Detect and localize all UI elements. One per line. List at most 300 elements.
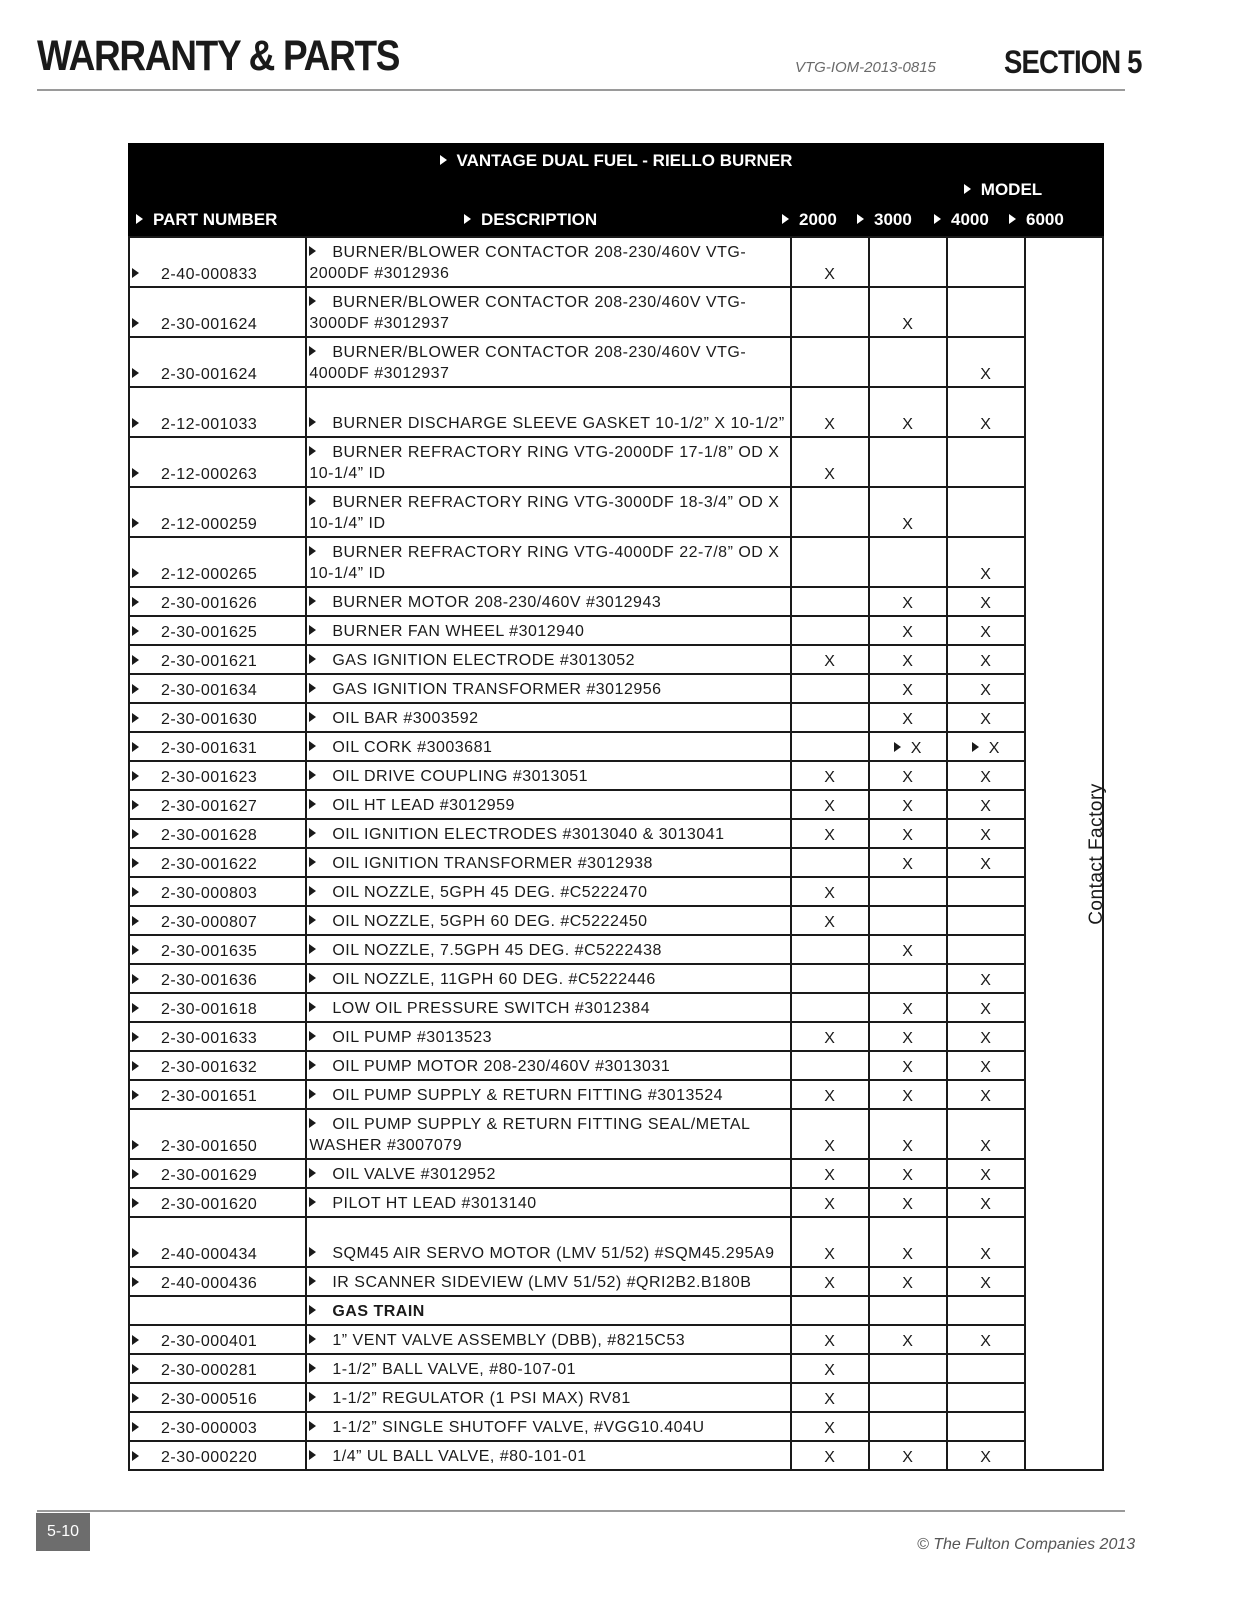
model-3000-cell	[869, 1217, 947, 1267]
model-mark: X	[824, 827, 836, 844]
model-mark: X	[980, 682, 992, 699]
description-cell	[306, 993, 790, 1022]
model-4000-cell	[947, 819, 1025, 848]
table-row	[129, 819, 1103, 848]
model-3000-cell	[869, 1383, 947, 1412]
table-row	[129, 1188, 1103, 1217]
model-mark: X	[902, 1275, 914, 1292]
model-mark: X	[980, 769, 992, 786]
model-4000-cell	[947, 387, 1025, 437]
model-mark: X	[824, 1138, 836, 1155]
description-cell	[306, 537, 790, 587]
part-number-cell	[129, 1051, 306, 1080]
model-4000-cell	[947, 537, 1025, 587]
table-row	[129, 287, 1103, 337]
copyright: © The Fulton Companies 2013	[917, 1536, 1136, 1553]
description-cell	[306, 487, 790, 537]
part-description: IR SCANNER SIDEVIEW (LMV 51/52) #QRI2B2.B180B	[332, 1274, 752, 1291]
model-3000-cell	[869, 1051, 947, 1080]
description-cell	[306, 1080, 790, 1109]
model-4000-cell	[947, 674, 1025, 703]
triangle-icon	[309, 1276, 316, 1286]
model-mark: X	[824, 466, 836, 483]
document-code: VTG-IOM-2013-0815	[795, 59, 936, 76]
model-3000-cell	[869, 1159, 947, 1188]
model-4000-cell	[947, 587, 1025, 616]
part-number: 2-30-001620	[161, 1196, 258, 1213]
part-number: 2-30-001631	[161, 740, 258, 757]
model-3000-cell	[869, 1296, 947, 1325]
part-number-cell	[129, 337, 306, 387]
part-description: BURNER/BLOWER CONTACTOR 208-230/460V VTG-4000DF #3012937	[309, 344, 747, 382]
model-2000-cell	[791, 877, 869, 906]
part-number: 2-30-001630	[161, 711, 258, 728]
triangle-icon	[309, 1392, 316, 1402]
description-cell	[306, 1159, 790, 1188]
model-mark: X	[902, 516, 914, 533]
model-mark: X	[980, 1246, 992, 1263]
model-mark: X	[902, 711, 914, 728]
model-mark: X	[980, 1059, 992, 1076]
part-description: OIL VALVE #3012952	[332, 1166, 496, 1183]
triangle-icon	[132, 887, 139, 897]
triangle-icon	[132, 1277, 139, 1287]
part-number-cell	[129, 645, 306, 674]
part-number: 2-30-001628	[161, 827, 258, 844]
table-row	[129, 337, 1103, 387]
page-number: 5-10	[36, 1513, 90, 1551]
part-number: 2-12-000259	[161, 516, 258, 533]
table-row	[129, 935, 1103, 964]
triangle-icon	[132, 368, 139, 378]
model-3000-cell	[869, 848, 947, 877]
triangle-icon	[309, 346, 316, 356]
model-mark: X	[980, 856, 992, 873]
model-3000-cell	[869, 761, 947, 790]
triangle-icon	[309, 712, 316, 722]
model-mark: X	[980, 798, 992, 815]
model-3000-cell	[869, 237, 947, 287]
description-cell	[306, 732, 790, 761]
model-mark: X	[988, 740, 1000, 757]
part-description: SQM45 AIR SERVO MOTOR (LMV 51/52) #SQM45.295A9	[332, 1245, 775, 1262]
triangle-icon	[132, 1140, 139, 1150]
part-number-cell	[129, 1109, 306, 1159]
parts-rows	[129, 237, 1107, 1470]
model-2000-cell	[791, 337, 869, 387]
model-mark: X	[824, 1030, 836, 1047]
part-number-cell	[129, 703, 306, 732]
table-row	[129, 1296, 1103, 1325]
model-2000-cell	[791, 1159, 869, 1188]
triangle-icon	[132, 1451, 139, 1461]
model-mark: X	[824, 1391, 836, 1408]
triangle-icon	[132, 468, 139, 478]
triangle-icon	[132, 1090, 139, 1100]
part-number: 2-30-001627	[161, 798, 258, 815]
part-number: 2-30-001621	[161, 653, 258, 670]
model-mark: X	[824, 1275, 836, 1292]
model-mark: X	[902, 653, 914, 670]
description-cell	[306, 935, 790, 964]
triangle-icon	[132, 945, 139, 955]
table-row	[129, 877, 1103, 906]
triangle-icon	[309, 770, 316, 780]
description-cell	[306, 674, 790, 703]
model-3000-cell	[869, 1354, 947, 1383]
model-4000-cell	[947, 964, 1025, 993]
part-number-cell	[129, 935, 306, 964]
model-2000-cell	[791, 732, 869, 761]
description-cell	[306, 1267, 790, 1296]
model-3000-cell	[869, 1080, 947, 1109]
part-number-cell	[129, 1354, 306, 1383]
table-row	[129, 537, 1103, 587]
triangle-icon	[309, 915, 316, 925]
part-description: OIL PUMP SUPPLY & RETURN FITTING SEAL/METAL WASHER #3007079	[309, 1116, 750, 1154]
model-mark: X	[980, 1275, 992, 1292]
part-description: BURNER DISCHARGE SLEEVE GASKET 10-1/2” X 10-1/2”	[332, 415, 785, 432]
table-row	[129, 732, 1103, 761]
triangle-icon	[132, 858, 139, 868]
part-number: 2-30-001636	[161, 972, 258, 989]
footer-rule	[37, 1510, 1125, 1512]
part-number-cell	[129, 616, 306, 645]
model-mark: X	[902, 1088, 914, 1105]
table-row	[129, 906, 1103, 935]
model-4000-cell	[947, 848, 1025, 877]
model-3000-cell	[869, 1267, 947, 1296]
part-number-cell	[129, 964, 306, 993]
model-mark: X	[824, 769, 836, 786]
table-row	[129, 761, 1103, 790]
description-cell	[306, 1441, 790, 1470]
model-mark: X	[824, 416, 836, 433]
part-number-cell	[129, 993, 306, 1022]
model-2000-cell	[791, 819, 869, 848]
triangle-icon	[309, 296, 316, 306]
model-mark: X	[824, 1420, 836, 1437]
model-2000-cell	[791, 1267, 869, 1296]
model-2000-cell	[791, 1441, 869, 1470]
part-number: 2-30-001634	[161, 682, 258, 699]
model-mark: X	[902, 416, 914, 433]
table-row	[129, 1051, 1103, 1080]
triangle-icon	[309, 596, 316, 606]
model-3000-cell	[869, 674, 947, 703]
triangle-icon	[309, 654, 316, 664]
part-number-cell	[129, 674, 306, 703]
model-4000-cell	[947, 790, 1025, 819]
triangle-icon	[894, 742, 901, 752]
part-description: OIL PUMP SUPPLY & RETURN FITTING #3013524	[332, 1087, 724, 1104]
description-cell	[306, 1051, 790, 1080]
column-header-4000: 4000	[934, 210, 989, 230]
triangle-icon	[132, 1335, 139, 1345]
part-description: 1-1/2” BALL VALVE, #80-107-01	[332, 1361, 577, 1378]
part-description: OIL PUMP MOTOR 208-230/460V #3013031	[332, 1058, 671, 1075]
triangle-icon	[309, 857, 316, 867]
description-cell	[306, 287, 790, 337]
model-mark: X	[980, 1138, 992, 1155]
part-number: 2-30-001624	[161, 366, 258, 383]
triangle-icon	[132, 742, 139, 752]
part-description: 1-1/2” SINGLE SHUTOFF VALVE, #VGG10.404U	[332, 1419, 705, 1436]
table-row	[129, 1354, 1103, 1383]
triangle-icon	[309, 799, 316, 809]
table-row	[129, 1267, 1103, 1296]
model-4000-cell	[947, 1441, 1025, 1470]
description-cell	[306, 819, 790, 848]
model-3000-cell	[869, 819, 947, 848]
model-3000-cell	[869, 1109, 947, 1159]
model-3000-cell	[869, 732, 947, 761]
triangle-icon	[132, 771, 139, 781]
part-description: GAS IGNITION TRANSFORMER #3012956	[332, 681, 662, 698]
model-mark: X	[980, 1196, 992, 1213]
triangle-icon	[132, 1393, 139, 1403]
model-4000-cell	[947, 935, 1025, 964]
description-cell	[306, 1383, 790, 1412]
triangle-icon	[309, 683, 316, 693]
model-4000-cell	[947, 1217, 1025, 1267]
triangle-icon	[972, 742, 979, 752]
part-description: BURNER/BLOWER CONTACTOR 208-230/460V VTG-3000DF #3012937	[309, 294, 747, 332]
column-header-description: DESCRIPTION	[464, 210, 597, 230]
part-number-cell	[129, 1188, 306, 1217]
triangle-icon	[132, 318, 139, 328]
part-number-cell	[129, 1441, 306, 1470]
part-description: OIL NOZZLE, 7.5GPH 45 DEG. #C5222438	[332, 942, 662, 959]
model-3000-cell	[869, 1188, 947, 1217]
part-description: GAS IGNITION ELECTRODE #3013052	[332, 652, 636, 669]
model-mark: X	[980, 972, 992, 989]
model-4000-cell	[947, 703, 1025, 732]
table-row	[129, 1109, 1103, 1159]
part-number: 2-12-001033	[161, 416, 258, 433]
model-3000-cell	[869, 645, 947, 674]
table-row	[129, 1080, 1103, 1109]
model-3000-cell	[869, 616, 947, 645]
model-3000-cell	[869, 487, 947, 537]
triangle-icon	[309, 417, 316, 427]
description-cell	[306, 337, 790, 387]
model-2000-cell	[791, 993, 869, 1022]
column-header-3000: 3000	[857, 210, 912, 230]
model-mark: X	[902, 798, 914, 815]
triangle-icon	[309, 496, 316, 506]
triangle-icon	[132, 713, 139, 723]
model-4000-cell	[947, 237, 1025, 287]
triangle-icon	[934, 214, 941, 224]
part-number-cell	[129, 1022, 306, 1051]
part-number-cell	[129, 732, 306, 761]
part-number: 2-40-000833	[161, 266, 258, 283]
table-row	[129, 703, 1103, 732]
table-row	[129, 790, 1103, 819]
part-number: 2-30-000803	[161, 885, 258, 902]
model-3000-cell	[869, 1022, 947, 1051]
model-mark: X	[824, 1449, 836, 1466]
part-number-cell	[129, 1267, 306, 1296]
model-mark: X	[902, 1196, 914, 1213]
table-row	[129, 437, 1103, 487]
model-mark: X	[902, 769, 914, 786]
part-number-cell	[129, 1080, 306, 1109]
part-description: OIL NOZZLE, 5GPH 60 DEG. #C5222450	[332, 913, 648, 930]
model-2000-cell	[791, 1188, 869, 1217]
model-mark: X	[902, 624, 914, 641]
description-cell	[306, 1188, 790, 1217]
part-description: OIL HT LEAD #3012959	[332, 797, 515, 814]
model-2000-cell	[791, 1051, 869, 1080]
model-3000-cell	[869, 437, 947, 487]
model-mark: X	[824, 1246, 836, 1263]
model-2000-cell	[791, 1217, 869, 1267]
model-4000-cell	[947, 993, 1025, 1022]
triangle-icon	[309, 828, 316, 838]
model-4000-cell	[947, 1051, 1025, 1080]
model-mark: X	[902, 1167, 914, 1184]
model-mark: X	[980, 1449, 992, 1466]
part-description: OIL IGNITION ELECTRODES #3013040 & 3013041	[332, 826, 725, 843]
model-4000-cell	[947, 645, 1025, 674]
table-row	[129, 1412, 1103, 1441]
part-number-cell	[129, 1159, 306, 1188]
model-mark: X	[902, 1333, 914, 1350]
model-2000-cell	[791, 287, 869, 337]
part-description: GAS TRAIN	[332, 1303, 425, 1320]
model-mark: X	[824, 798, 836, 815]
part-number-cell	[129, 1383, 306, 1412]
description-cell	[306, 616, 790, 645]
triangle-icon	[132, 974, 139, 984]
model-mark: X	[902, 1030, 914, 1047]
triangle-icon	[132, 597, 139, 607]
model-4000-cell	[947, 1354, 1025, 1383]
description-cell	[306, 1217, 790, 1267]
triangle-icon	[132, 518, 139, 528]
part-description: BURNER FAN WHEEL #3012940	[332, 623, 585, 640]
part-description: BURNER MOTOR 208-230/460V #3012943	[332, 594, 662, 611]
model-2000-cell	[791, 1080, 869, 1109]
model-4000-cell	[947, 1412, 1025, 1441]
model-mark: X	[902, 682, 914, 699]
triangle-icon	[309, 246, 316, 256]
model-mark: X	[824, 914, 836, 931]
model-mark: X	[902, 1138, 914, 1155]
part-number-cell	[129, 537, 306, 587]
triangle-icon	[309, 1363, 316, 1373]
model-3000-cell	[869, 387, 947, 437]
part-number: 2-30-001633	[161, 1030, 258, 1047]
model-3000-cell	[869, 587, 947, 616]
model-3000-cell	[869, 1412, 947, 1441]
part-description: 1-1/2” REGULATOR (1 PSI MAX) RV81	[332, 1390, 631, 1407]
column-header-6000: 6000	[1009, 210, 1064, 230]
part-number-cell	[129, 387, 306, 437]
model-mark: X	[980, 624, 992, 641]
triangle-icon	[857, 214, 864, 224]
model-mark: X	[980, 653, 992, 670]
part-description: OIL NOZZLE, 5GPH 45 DEG. #C5222470	[332, 884, 648, 901]
triangle-icon	[132, 1364, 139, 1374]
model-4000-cell	[947, 761, 1025, 790]
part-number: 2-30-001650	[161, 1138, 258, 1155]
description-cell	[306, 387, 790, 437]
part-number-cell	[129, 819, 306, 848]
part-number-cell	[129, 1296, 306, 1325]
part-number: 2-12-000263	[161, 466, 258, 483]
model-mark: X	[980, 827, 992, 844]
model-mark: X	[980, 1030, 992, 1047]
model-mark: X	[824, 1333, 836, 1350]
model-3000-cell	[869, 537, 947, 587]
model-mark: X	[902, 856, 914, 873]
model-4000-cell	[947, 877, 1025, 906]
part-number: 2-30-001624	[161, 316, 258, 333]
description-cell	[306, 877, 790, 906]
model-mark: X	[980, 416, 992, 433]
model-mark: X	[902, 1449, 914, 1466]
part-description: BURNER REFRACTORY RING VTG-4000DF 22-7/8” OD X 10-1/4” ID	[309, 544, 780, 582]
model-2000-cell	[791, 1296, 869, 1325]
model-4000-cell	[947, 1383, 1025, 1412]
part-number: 2-30-001629	[161, 1167, 258, 1184]
model-2000-cell	[791, 674, 869, 703]
part-number-cell	[129, 761, 306, 790]
model-2000-cell	[791, 645, 869, 674]
part-number: 2-30-000220	[161, 1449, 258, 1466]
description-cell	[306, 1412, 790, 1441]
triangle-icon	[309, 1089, 316, 1099]
model-mark: X	[902, 316, 914, 333]
triangle-icon	[309, 546, 316, 556]
model-4000-cell	[947, 487, 1025, 537]
model-mark: X	[902, 1059, 914, 1076]
part-number-cell	[129, 1217, 306, 1267]
column-header-part-number: PART NUMBER	[136, 210, 277, 230]
table-row	[129, 1217, 1103, 1267]
triangle-icon	[309, 1118, 316, 1128]
triangle-icon	[440, 155, 447, 165]
triangle-icon	[132, 1003, 139, 1013]
model-3000-cell	[869, 993, 947, 1022]
triangle-icon	[132, 684, 139, 694]
triangle-icon	[132, 829, 139, 839]
model-mark: X	[824, 653, 836, 670]
model-2000-cell	[791, 1109, 869, 1159]
table-title: VANTAGE DUAL FUEL - RIELLO BURNER	[128, 151, 1104, 171]
triangle-icon	[309, 886, 316, 896]
part-number: 2-30-001635	[161, 943, 258, 960]
description-cell	[306, 1354, 790, 1383]
model-2000-cell	[791, 487, 869, 537]
model-4000-cell	[947, 287, 1025, 337]
table-row	[129, 964, 1103, 993]
part-description: OIL PUMP #3013523	[332, 1029, 493, 1046]
triangle-icon	[309, 1197, 316, 1207]
model-2000-cell	[791, 616, 869, 645]
model-3000-cell	[869, 1441, 947, 1470]
table-row	[129, 1159, 1103, 1188]
model-2000-cell	[791, 237, 869, 287]
part-number-cell	[129, 906, 306, 935]
description-cell	[306, 237, 790, 287]
model-3000-cell	[869, 1325, 947, 1354]
triangle-icon	[1009, 214, 1016, 224]
triangle-icon	[309, 625, 316, 635]
